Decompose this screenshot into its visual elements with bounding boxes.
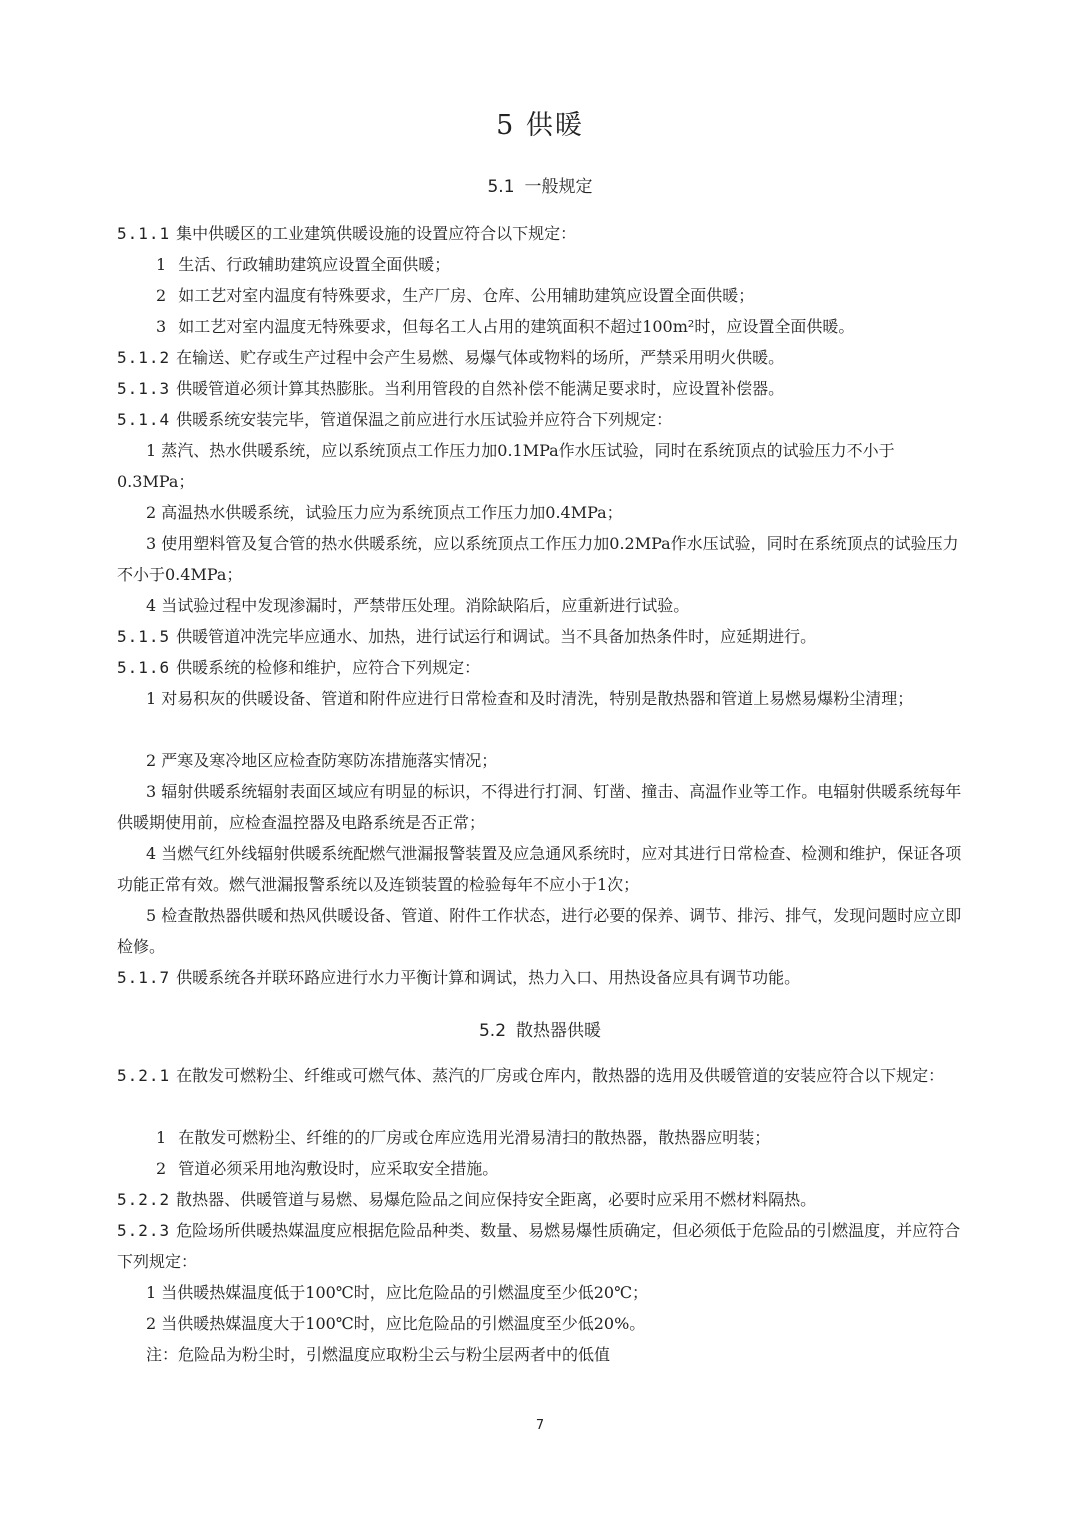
clause-5-1-5	[117, 621, 967, 652]
clause-text: 集中供暖区的工业建筑供暖设施的设置应符合以下规定：	[176, 224, 577, 243]
chapter-title: 5 供暖	[496, 110, 584, 141]
item-text: 如工艺对室内温度有特殊要求，生产厂房、仓库、公用辅助建筑应设置全面供暖；	[178, 286, 755, 305]
section-title: 散热器供暖	[516, 1021, 602, 1041]
list-item: 2 当供暖热媒温度大于100℃时，应比危险品的引燃温度至少低20%。	[146, 1314, 646, 1333]
clause-5-1-6	[117, 652, 967, 683]
clause-number: 5.2.1	[117, 1066, 171, 1085]
clause-5-1-3	[117, 373, 967, 404]
list-item: 5 检查散热器供暖和热风供暖设备、管道、附件工作状态，进行必要的保养、调节、排污、排气，发现问题时应立即检修。	[117, 906, 962, 956]
list-item: 3 辐射供暖系统辐射表面区域应有明显的标识，不得进行打洞、钉凿、撞击、高温作业等工作。电辐射供暖系统每年供暖期使用前，应检查温控器及电路系统是否正常；	[117, 782, 962, 832]
clause-text: 危险场所供暖热媒温度应根据危险品种类、数量、易燃易爆性质确定，但必须低于危险品的引燃温度，并应符合下列规定：	[117, 1221, 961, 1271]
item-text: 如工艺对室内温度无特殊要求，但每名工人占用的建筑面积不超过100m²时，应设置全面供暖。	[178, 317, 855, 336]
item-text: 管道必须采用地沟敷设时，应采取安全措施。	[178, 1159, 499, 1178]
clause-number: 5.1.3	[117, 379, 171, 398]
clause-number: 5.1.7	[117, 968, 171, 987]
item-number: 2	[156, 1159, 167, 1178]
list-item	[156, 311, 976, 342]
item-number: 1	[156, 1128, 167, 1147]
clause-number: 5.2.3	[117, 1221, 171, 1240]
list-item	[156, 249, 967, 280]
clause-number: 5.1.1	[117, 224, 171, 243]
clause-text: 散热器、供暖管道与易燃、易爆危险品之间应保持安全距离，必要时应采用不燃材料隔热。	[176, 1190, 817, 1209]
clause-5-2-2	[117, 1184, 967, 1215]
section-number: 5.2	[478, 1021, 507, 1041]
clause-text: 在输送、贮存或生产过程中会产生易燃、易爆气体或物料的场所，严禁采用明火供暖。	[176, 348, 785, 367]
item-number: 2	[156, 286, 167, 305]
item-text: 生活、行政辅助建筑应设置全面供暖；	[178, 255, 451, 274]
note: 注：危险品为粉尘时，引燃温度应取粉尘云与粉尘层两者中的低值	[146, 1345, 611, 1364]
list-item	[156, 1153, 967, 1184]
clause-number: 5.1.5	[117, 627, 171, 646]
clause-5-1-2	[117, 342, 967, 373]
item-text: 在散发可燃粉尘、纤维的的厂房或仓库应选用光滑易清扫的散热器，散热器应明装；	[178, 1128, 771, 1147]
clause-text: 供暖系统安装完毕，管道保温之前应进行水压试验并应符合下列规定：	[176, 410, 673, 429]
list-item: 4 当燃气红外线辐射供暖系统配燃气泄漏报警装置及应急通风系统时，应对其进行日常检查、检测和维护，保证各项功能正常有效。燃气泄漏报警系统以及连锁装置的检验每年不应小于1次；	[117, 844, 962, 894]
clause-5-1-1	[117, 218, 967, 249]
list-item: 1 蒸汽、热水供暖系统，应以系统顶点工作压力加0.1MPa作水压试验，同时在系统顶点的试验压力不小于0.3MPa；	[117, 441, 895, 491]
section-heading-5-1	[0, 172, 1080, 197]
item-number: 3	[156, 317, 167, 336]
clause-number: 5.2.2	[117, 1190, 171, 1209]
section-title: 一般规定	[524, 177, 593, 197]
list-item	[156, 1122, 967, 1153]
clause-text: 供暖管道冲洗完毕应通水、加热，进行试运行和调试。当不具备加热条件时，应延期进行。	[176, 627, 817, 646]
list-item: 1 当供暖热媒温度低于100℃时，应比危险品的引燃温度至少低20℃；	[146, 1283, 648, 1302]
list-item: 2 高温热水供暖系统，试验压力应为系统顶点工作压力加0.4MPa；	[146, 503, 623, 522]
page-number: 7	[535, 1418, 545, 1433]
section-heading-5-2	[0, 1016, 1080, 1041]
clause-text: 供暖系统各并联环路应进行水力平衡计算和调试，热力入口、用热设备应具有调节功能。	[176, 968, 801, 987]
clause-number: 5.1.2	[117, 348, 171, 367]
clause-number: 5.1.4	[117, 410, 171, 429]
clause-5-2-1	[117, 1060, 967, 1091]
clause-5-2-3	[117, 1215, 967, 1277]
list-item	[156, 280, 967, 311]
list-item: 2 严寒及寒冷地区应检查防寒防冻措施落实情况；	[146, 751, 498, 770]
list-item: 4 当试验过程中发现渗漏时，严禁带压处理。消除缺陷后，应重新进行试验。	[146, 596, 690, 615]
list-item: 1 对易积灰的供暖设备、管道和附件应进行日常检查和及时清洗，特别是散热器和管道上易燃易爆粉尘清理；	[146, 689, 914, 708]
section-number: 5.1	[487, 177, 515, 197]
clause-text: 在散发可燃粉尘、纤维或可燃气体、蒸汽的厂房或仓库内，散热器的选用及供暖管道的安装应符合以下规定：	[176, 1066, 945, 1085]
clause-5-1-4	[117, 404, 967, 435]
item-number: 1	[156, 255, 167, 274]
clause-text: 供暖系统的检修和维护，应符合下列规定：	[176, 658, 481, 677]
clause-text: 供暖管道必须计算其热膨胀。当利用管段的自然补偿不能满足要求时，应设置补偿器。	[176, 379, 785, 398]
clause-5-1-7	[117, 962, 967, 993]
list-item: 3 使用塑料管及复合管的热水供暖系统，应以系统顶点工作压力加0.2MPa作水压试验，同时在系统顶点的试验压力不小于0.4MPa；	[117, 534, 959, 584]
clause-number: 5.1.6	[117, 658, 171, 677]
